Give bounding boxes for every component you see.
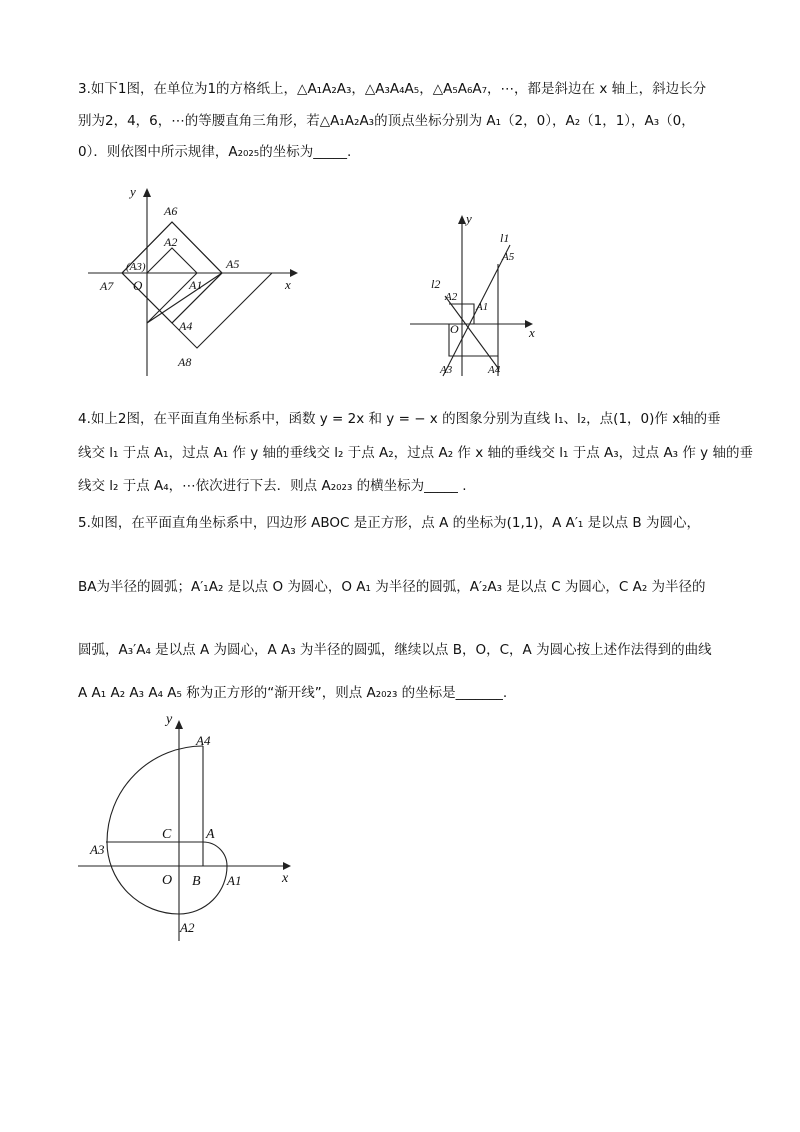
fig1-label-A3: (A3) xyxy=(126,261,146,273)
fig3-label-A4: A4 xyxy=(196,733,211,748)
fig2-label-origin: O xyxy=(450,322,459,336)
fig1-label-A8: A8 xyxy=(178,355,192,369)
problem-5-line-3: 圆弧，A₃′A₄ 是以点 A 为圆心，A A₃ 为半径的圆弧，继续以点 B，O，C，A 为圆心按上述作法得到的曲线 xyxy=(78,642,712,658)
fig3-label-origin: O xyxy=(162,873,173,888)
fig3-label-C: C xyxy=(162,827,172,842)
problem-4-line-3: 线交 l₂ 于点 A₄，⋯依次进行下去．则点 A₂₀₂₃ 的横坐标为_____ . xyxy=(78,478,467,494)
figure-3 xyxy=(75,710,305,940)
fig1-label-y: y xyxy=(130,184,136,199)
fig2-label-l1: l1 xyxy=(500,231,510,245)
fig3-label-A: A xyxy=(206,827,215,842)
fig2-label-A1: A1 xyxy=(476,301,489,313)
fig3-label-A1: A1 xyxy=(227,873,242,888)
figure-2 xyxy=(405,210,545,380)
fig3-label-B: B xyxy=(192,874,201,889)
problem-5-line-2: BA为半径的圆弧；A′₁A₂ 是以点 O 为圆心，O A₁ 为半径的圆弧，A′₂A₃ 是以点 C 为圆心，C A₂ 为半径的 xyxy=(78,579,706,595)
fig3-label-A2: A2 xyxy=(180,920,195,935)
fig2-label-l2: l2 xyxy=(431,277,441,291)
fig1-label-A2: A2 xyxy=(164,235,178,249)
fig1-triangle-1 xyxy=(147,248,197,273)
fig1-label-A7: A7 xyxy=(100,279,114,293)
problem-3-line-2: 别为2，4，6，⋯的等腰直角三角形，若△A₁A₂A₃的顶点坐标分别为 A₁（2，0），A₂（1，1），A₃（0， xyxy=(78,113,695,129)
fig2-label-A3: A3 xyxy=(440,364,453,376)
problem-4-line-1: 4.如上2图，在平面直角坐标系中，函数 y = 2x 和 y = − x 的图象分别为直线 l₁、l₂，点(1，0)作 x轴的垂 xyxy=(78,411,721,427)
problem-5-line-4: A A₁ A₂ A₃ A₄ A₅ 称为正方形的“渐开线”，则点 A₂₀₂₃ 的坐标是_______. xyxy=(78,685,508,701)
problem-3-line-3: 0）．则依图中所示规律，A₂₀₂₅的坐标为_____. xyxy=(78,144,352,160)
fig3-square xyxy=(179,842,203,866)
fig2-label-A2: A2 xyxy=(445,291,458,303)
fig1-x-arrow xyxy=(290,269,298,277)
fig2-label-A4: A4 xyxy=(488,364,501,376)
fig3-y-arrow xyxy=(175,720,183,729)
fig3-arc-1 xyxy=(203,842,227,866)
fig1-label-A6: A6 xyxy=(164,204,178,218)
fig3-label-y: y xyxy=(166,712,173,727)
fig2-rect xyxy=(449,264,498,356)
problem-3-line-1: 3.如下1图，在单位为1的方格纸上，△A₁A₂A₃，△A₃A₄A₅，△A₅A₆A₇，⋯，都是斜边在 x 轴上，斜边长分 xyxy=(78,81,707,97)
fig1-label-A1: A1 xyxy=(189,278,203,292)
figure-1 xyxy=(80,178,310,378)
fig2-label-y: y xyxy=(466,211,472,226)
fig1-label-A4: A4 xyxy=(179,319,193,333)
fig3-x-arrow xyxy=(283,862,291,870)
fig3-arc-2 xyxy=(179,866,227,914)
fig2-label-A5: A5 xyxy=(502,251,515,263)
fig2-y-arrow xyxy=(458,215,466,224)
fig1-label-origin: O xyxy=(133,278,143,293)
fig3-label-A3: A3 xyxy=(90,842,105,857)
fig3-arc-4 xyxy=(107,746,203,842)
fig3-label-x: x xyxy=(282,871,289,886)
fig1-y-arrow xyxy=(143,188,151,197)
fig2-label-x: x xyxy=(529,325,535,340)
problem-5-line-1: 5.如图，在平面直角坐标系中，四边形 ABOC 是正方形，点 A 的坐标为(1,1)，A A′₁ 是以点 B 为圆心， xyxy=(78,515,700,531)
fig1-label-x: x xyxy=(285,277,291,292)
fig1-triangle-2 xyxy=(147,273,222,323)
problem-4-line-2: 线交 l₁ 于点 A₁，过点 A₁ 作 y 轴的垂线交 l₂ 于点 A₂，过点 A₂ 作 x 轴的垂线交 l₁ 于点 A₃，过点 A₃ 作 y 轴的垂 xyxy=(78,445,753,461)
fig1-label-A5: A5 xyxy=(226,257,240,271)
